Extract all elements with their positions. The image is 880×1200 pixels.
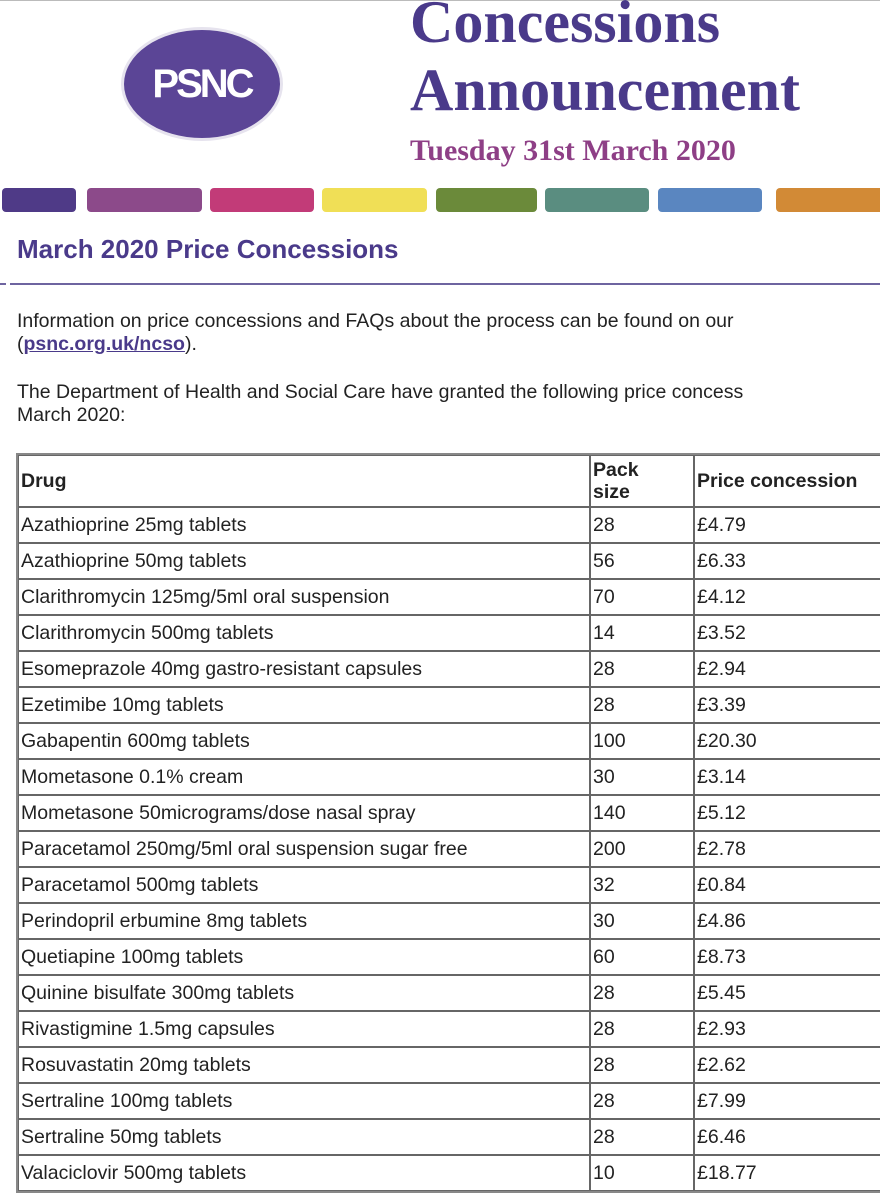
table-row	[18, 795, 880, 831]
cell-price: £5.12	[694, 795, 880, 831]
cell-price: £4.79	[694, 507, 880, 543]
cell-drug: Gabapentin 600mg tablets	[18, 723, 590, 759]
cell-drug: Esomeprazole 40mg gastro-resistant capsules	[18, 651, 590, 687]
cell-drug: Rosuvastatin 20mg tablets	[18, 1047, 590, 1083]
cell-price: £2.78	[694, 831, 880, 867]
cell-pack: 28	[590, 507, 694, 543]
cell-price: £6.33	[694, 543, 880, 579]
intro-text: Information on price concessions and FAQs about the process can be found on our	[17, 310, 734, 332]
cell-price: £3.52	[694, 615, 880, 651]
title-line-1: Concessions	[410, 0, 721, 55]
table-row	[18, 615, 880, 651]
cell-drug: Clarithromycin 500mg tablets	[18, 615, 590, 651]
cell-pack: 30	[590, 903, 694, 939]
table-row	[18, 831, 880, 867]
cell-drug: Quinine bisulfate 300mg tablets	[18, 975, 590, 1011]
color-bar	[322, 188, 427, 212]
cell-drug: Paracetamol 250mg/5ml oral suspension sugar free	[18, 831, 590, 867]
cell-drug: Paracetamol 500mg tablets	[18, 867, 590, 903]
table-row	[18, 759, 880, 795]
cell-price: £18.77	[694, 1155, 880, 1191]
paren: ).	[184, 333, 197, 355]
table-row	[18, 1047, 880, 1083]
cell-pack: 30	[590, 759, 694, 795]
cell-price: £8.73	[694, 939, 880, 975]
color-bar	[776, 188, 880, 212]
announcement-date: Tuesday 31st March 2020	[410, 134, 736, 167]
color-bar	[545, 188, 649, 212]
cell-price: £5.45	[694, 975, 880, 1011]
cell-price: £20.30	[694, 723, 880, 759]
statement-paragraph	[17, 381, 743, 427]
cell-drug: Azathioprine 25mg tablets	[18, 507, 590, 543]
cell-pack: 60	[590, 939, 694, 975]
cell-drug: Rivastigmine 1.5mg capsules	[18, 1011, 590, 1047]
table-row	[18, 543, 880, 579]
table-row	[18, 1011, 880, 1047]
cell-pack: 70	[590, 579, 694, 615]
cell-drug: Valaciclovir 500mg tablets	[18, 1155, 590, 1191]
table-row	[18, 867, 880, 903]
cell-drug: Mometasone 50micrograms/dose nasal spray	[18, 795, 590, 831]
table-row	[18, 723, 880, 759]
ncso-link[interactable]: psnc.org.uk/ncso	[23, 333, 185, 355]
color-bar	[210, 188, 314, 212]
cell-price: £4.12	[694, 579, 880, 615]
cell-price: £4.86	[694, 903, 880, 939]
table-row	[18, 579, 880, 615]
cell-pack: 140	[590, 795, 694, 831]
cell-pack: 10	[590, 1155, 694, 1191]
cell-pack: 28	[590, 1083, 694, 1119]
logo-text: PSNC	[152, 61, 252, 106]
cell-price: £0.84	[694, 867, 880, 903]
page-heading: March 2020 Price Concessions	[17, 234, 399, 264]
cell-drug: Sertraline 100mg tablets	[18, 1083, 590, 1119]
cell-pack: 28	[590, 1119, 694, 1155]
paren: (	[17, 333, 24, 355]
cell-price: £3.14	[694, 759, 880, 795]
color-bar-strip	[0, 188, 880, 212]
header-pack-size	[590, 455, 694, 507]
cell-pack: 28	[590, 687, 694, 723]
cell-price: £6.46	[694, 1119, 880, 1155]
cell-pack: 28	[590, 1047, 694, 1083]
statement-text: March 2020:	[17, 404, 126, 426]
intro-paragraph	[17, 310, 734, 356]
price-concessions-table	[16, 453, 880, 1193]
cell-drug: Perindopril erbumine 8mg tablets	[18, 903, 590, 939]
cell-price: £2.93	[694, 1011, 880, 1047]
cell-price: £2.62	[694, 1047, 880, 1083]
table-header-row	[18, 455, 880, 507]
table-row	[18, 1155, 880, 1191]
cell-pack: 28	[590, 975, 694, 1011]
header-price: Price concession	[694, 455, 880, 507]
header-drug: Drug	[18, 455, 590, 507]
color-bar	[436, 188, 537, 212]
title-line-2: Announcement	[410, 57, 801, 123]
table-row	[18, 975, 880, 1011]
cell-pack: 28	[590, 1011, 694, 1047]
table-row	[18, 507, 880, 543]
color-bar	[658, 188, 762, 212]
cell-pack: 32	[590, 867, 694, 903]
cell-pack: 56	[590, 543, 694, 579]
cell-drug: Azathioprine 50mg tablets	[18, 543, 590, 579]
header-pack-line: size	[593, 481, 630, 503]
statement-text: The Department of Health and Social Care have granted the following price concess	[17, 381, 744, 403]
cell-pack: 28	[590, 651, 694, 687]
table-row	[18, 651, 880, 687]
cell-drug: Clarithromycin 125mg/5ml oral suspension	[18, 579, 590, 615]
cell-drug: Ezetimibe 10mg tablets	[18, 687, 590, 723]
cell-pack: 200	[590, 831, 694, 867]
cell-drug: Sertraline 50mg tablets	[18, 1119, 590, 1155]
color-bar	[87, 188, 202, 212]
table-row	[18, 1119, 880, 1155]
table-row	[18, 1083, 880, 1119]
cell-pack: 100	[590, 723, 694, 759]
table-row	[18, 687, 880, 723]
header-pack-line: Pack	[593, 459, 639, 481]
cell-drug: Mometasone 0.1% cream	[18, 759, 590, 795]
divider	[0, 283, 6, 285]
cell-price: £3.39	[694, 687, 880, 723]
cell-drug: Quetiapine 100mg tablets	[18, 939, 590, 975]
color-bar	[2, 188, 76, 212]
psnc-logo	[124, 30, 280, 138]
table-row	[18, 939, 880, 975]
divider	[10, 283, 880, 285]
cell-price: £2.94	[694, 651, 880, 687]
cell-pack: 14	[590, 615, 694, 651]
cell-price: £7.99	[694, 1083, 880, 1119]
table-row	[18, 903, 880, 939]
